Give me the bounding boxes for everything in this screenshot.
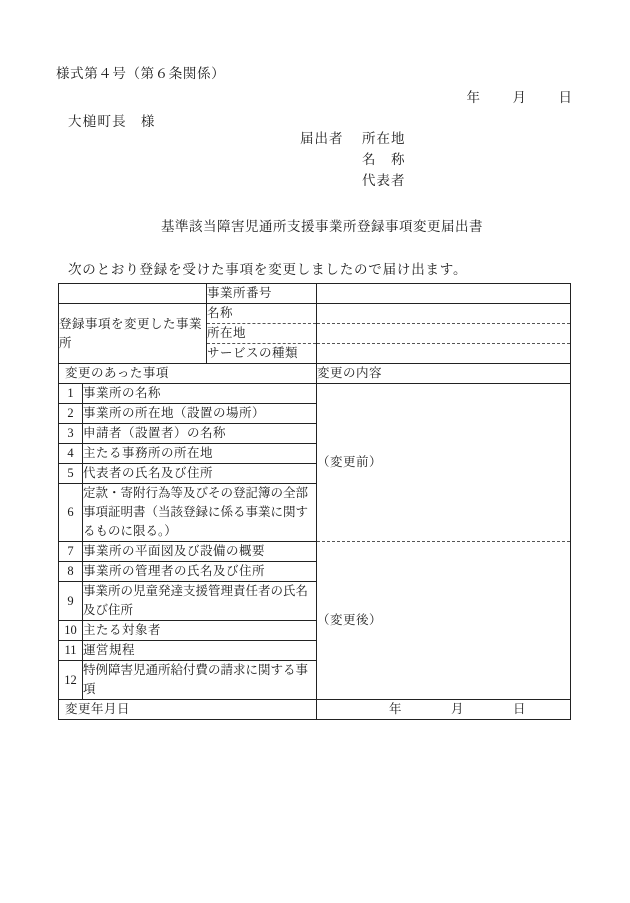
row-item-label: 運営規程 — [83, 641, 317, 661]
change-date-day-label: 日 — [512, 702, 526, 716]
office-label-spacer — [59, 284, 207, 304]
office-field-label-address: 所在地 — [207, 324, 317, 344]
column-header-content: 変更の内容 — [317, 364, 571, 384]
office-field-value-name[interactable] — [317, 304, 571, 324]
office-block-label: 登録事項を変更した事業所 — [59, 304, 207, 364]
row-item-label: 主たる事務所の所在地 — [83, 444, 317, 464]
row-item-label: 事業所の平面図及び設備の概要 — [83, 542, 317, 562]
row-item-label: 事業所の児童発達支援管理責任者の氏名及び住所 — [83, 582, 317, 621]
table-row — [59, 542, 571, 562]
row-number: 1 — [59, 384, 83, 404]
change-date-year-label: 年 — [388, 702, 402, 716]
row-item-label: 主たる対象者 — [83, 621, 317, 641]
header-month-label: 月 — [512, 90, 526, 105]
row-number: 10 — [59, 621, 83, 641]
column-header-items: 変更のあった事項 — [59, 364, 317, 384]
lead-text: 次のとおり登録を受けた事項を変更しましたので届け出ます。 — [68, 262, 468, 277]
row-item-label: 代表者の氏名及び住所 — [83, 464, 317, 484]
office-field-value-service-type[interactable] — [317, 344, 571, 364]
row-item-label: 特例障害児通所給付費の請求に関する事項 — [83, 661, 317, 700]
row-item-label: 申請者（設置者）の名称 — [83, 424, 317, 444]
change-after-cell[interactable]: （変更後） — [317, 542, 571, 700]
filer-row-representative — [300, 170, 420, 191]
row-number: 5 — [59, 464, 83, 484]
row-number: 9 — [59, 582, 83, 621]
row-number: 3 — [59, 424, 83, 444]
row-number: 6 — [59, 484, 83, 542]
row-number: 7 — [59, 542, 83, 562]
row-number: 2 — [59, 404, 83, 424]
filer-field-representative-label: 代表者 — [362, 173, 406, 188]
row-item-label: 事業所の名称 — [83, 384, 317, 404]
row-number: 11 — [59, 641, 83, 661]
addressee-honorific: 様 — [140, 114, 156, 129]
row-number: 4 — [59, 444, 83, 464]
filer-label: 届出者 — [300, 131, 344, 146]
header-date-line — [467, 86, 573, 106]
row-number: 8 — [59, 562, 83, 582]
office-field-label-name: 名称 — [207, 304, 317, 324]
addressee-name: 大槌町長 — [68, 114, 127, 129]
header-year-label: 年 — [466, 90, 480, 105]
change-date-month-label: 月 — [450, 702, 464, 716]
row-item-label: 事業所の管理者の氏名及び住所 — [83, 562, 317, 582]
office-field-value-number[interactable] — [317, 284, 571, 304]
filer-row-address — [300, 128, 420, 149]
header-day-label: 日 — [558, 90, 572, 105]
table-footer-row — [59, 700, 571, 720]
filer-row-name — [300, 149, 420, 170]
table-row — [59, 304, 571, 324]
row-item-label: 事業所の所在地（設置の場所） — [83, 404, 317, 424]
form-number: 様式第４号（第６条関係） — [56, 66, 226, 81]
change-date-label: 変更年月日 — [59, 700, 317, 720]
change-before-cell[interactable]: （変更前） — [317, 384, 571, 542]
table-row — [59, 284, 571, 304]
row-item-label: 定款・寄附行為等及びその登記簿の全部事項証明書（当該登録に係る事業に関するものに限る。） — [83, 484, 317, 542]
office-field-label-number: 事業所番号 — [207, 284, 317, 304]
change-date-fields[interactable] — [317, 700, 571, 720]
filer-field-address-label: 所在地 — [362, 131, 406, 146]
office-field-label-service-type: サービスの種類 — [207, 344, 317, 364]
filer-field-name-label: 名 称 — [362, 152, 406, 167]
row-number: 12 — [59, 661, 83, 700]
office-field-value-address[interactable] — [317, 324, 571, 344]
addressee — [68, 110, 156, 130]
table-row — [59, 384, 571, 404]
change-notification-table — [58, 283, 571, 720]
filer-block — [300, 128, 420, 191]
table-header-row — [59, 364, 571, 384]
page-title: 基準該当障害児通所支援事業所登録事項変更届出書 — [161, 219, 483, 234]
